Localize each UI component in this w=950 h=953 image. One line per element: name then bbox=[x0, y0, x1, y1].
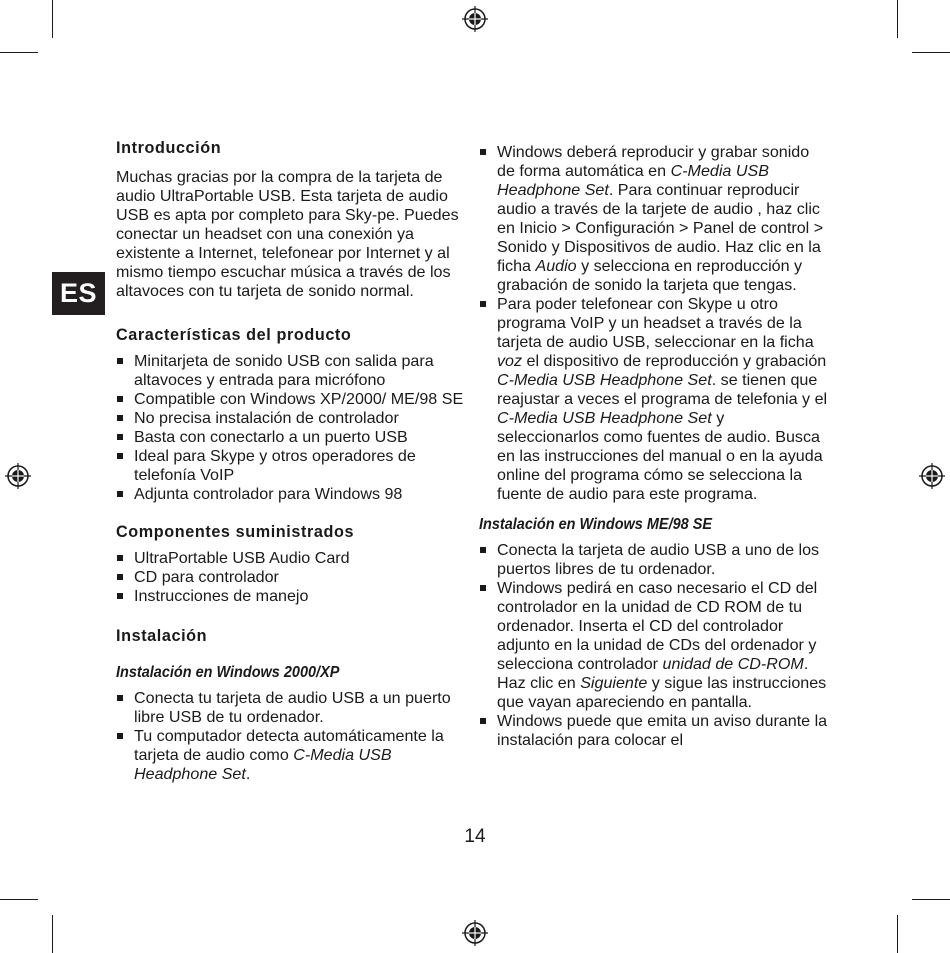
list-item: No precisa instalación de controlador bbox=[116, 409, 466, 428]
registration-mark-icon bbox=[5, 463, 31, 489]
crop-mark bbox=[897, 915, 898, 953]
components-list bbox=[116, 549, 466, 606]
features-list bbox=[116, 352, 466, 504]
list-item: Windows deberá reproducir y grabar sonido de forma automática en C-Media USB Headphone Set. Para continuar reproducir audio a través de la tarjete de audio , haz clic en Inicio > Configuración > Panel de control > Sonido y Dispositivos de audio. Haz clic en la ficha Audio y selecciona en reproducción y grabación de sonido la tarjeta que tengas. bbox=[479, 143, 829, 295]
list-item: Minitarjeta de sonido USB con salida para altavoces y entrada para micrófono bbox=[116, 352, 466, 390]
right-column bbox=[479, 143, 829, 750]
registration-mark-icon bbox=[462, 6, 488, 32]
crop-mark bbox=[0, 899, 38, 900]
crop-mark bbox=[912, 899, 950, 900]
crop-mark bbox=[912, 52, 950, 53]
list-item: Conecta la tarjeta de audio USB a uno de los puertos libres de tu ordenador. bbox=[479, 541, 829, 579]
list-item: Basta con conectarlo a un puerto USB bbox=[116, 428, 466, 447]
list-item: Ideal para Skype y otros operadores de telefonía VoIP bbox=[116, 447, 466, 485]
crop-mark bbox=[897, 0, 898, 38]
list-item: Para poder telefonear con Skype u otro programa VoIP y un headset a través de la tarjeta de audio USB, seleccionar en la ficha voz el dispositivo de reproducción y grabación C-Media USB Headphone Set. se tienen que reajustar a veces el programa de telefonia y el C-Media USB Headphone Set y seleccionarlos como fuentes de audio. Busca en las instrucciones del manual o en la ayuda online del programa cómo se selecciona la fuente de audio para este programa. bbox=[479, 295, 829, 504]
install-xp-list bbox=[116, 689, 466, 784]
list-item: Compatible con Windows XP/2000/ ME/98 SE bbox=[116, 390, 466, 409]
crop-mark bbox=[52, 915, 53, 953]
list-item: CD para controlador bbox=[116, 568, 466, 587]
language-tab: ES bbox=[52, 272, 105, 315]
install-xp-heading: Instalación en Windows 2000/XP bbox=[116, 664, 340, 681]
list-item: Windows pedirá en caso necesario el CD del controlador en la unidad de CD ROM de tu ordenador. Inserta el CD del controlador adjunto en la unidad de CDs del ordenador y selecciona controlador unidad de CD-ROM. Haz clic en Siguiente y sigue las instrucciones que vayan apareciendo en pantalla. bbox=[479, 579, 829, 712]
features-heading: Características del producto bbox=[116, 326, 352, 344]
list-item: Instrucciones de manejo bbox=[116, 587, 466, 606]
list-item: UltraPortable USB Audio Card bbox=[116, 549, 466, 568]
registration-mark-icon bbox=[919, 463, 945, 489]
crop-mark bbox=[52, 0, 53, 38]
left-column bbox=[116, 138, 466, 784]
crop-mark bbox=[0, 52, 38, 53]
intro-text: Muchas gracias por la compra de la tarjeta de audio UltraPortable USB. Esta tarjeta de audio USB es apta por completo para Sky-pe. Puedes conectar un headset con una conexión ya existente a Internet, telefonear por Internet y al mismo tiempo escuchar música a través de los altavoces con tu tarjeta de sonido normal. bbox=[116, 168, 459, 300]
list-item: Tu computador detecta automáticamente la tarjeta de audio como C-Media USB Headphone Set. bbox=[116, 727, 466, 784]
list-item: Conecta tu tarjeta de audio USB a un puerto libre USB de tu ordenador. bbox=[116, 689, 466, 727]
list-item: Adjunta controlador para Windows 98 bbox=[116, 485, 466, 504]
components-heading: Componentes suministrados bbox=[116, 523, 355, 541]
page-number: 14 bbox=[464, 826, 486, 847]
install-me-heading: Instalación en Windows ME/98 SE bbox=[479, 516, 713, 533]
registration-mark-icon bbox=[462, 920, 488, 946]
install-me-list bbox=[479, 541, 829, 750]
intro-heading: Introducción bbox=[116, 139, 222, 157]
install-heading: Instalación bbox=[116, 627, 208, 645]
list-item: Windows puede que emita un aviso durante la instalación para colocar el bbox=[479, 712, 829, 750]
windows-playback-list bbox=[479, 143, 829, 504]
